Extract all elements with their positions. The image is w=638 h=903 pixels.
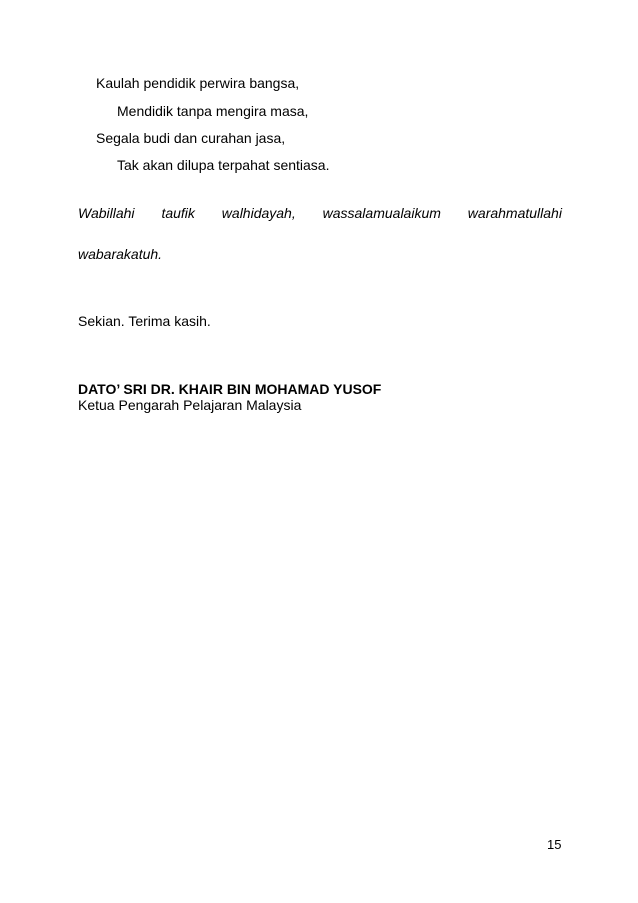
closing-word: wassalamualaikum [322,205,441,221]
poem-line-1: Kaulah pendidik perwira bangsa, [96,75,300,91]
closing-word: Wabillahi [78,205,135,221]
closing-greeting-line [78,205,562,221]
closing-word: taufik [161,205,195,221]
signatory-title: Ketua Pengarah Pelajaran Malaysia [78,397,302,413]
poem-line-2: Mendidik tanpa mengira masa, [117,103,309,119]
signatory-name: DATO’ SRI DR. KHAIR BIN MOHAMAD YUSOF [78,381,382,397]
closing-greeting-continuation: wabarakatuh. [78,246,163,262]
closing-word: warahmatullahi [467,205,562,221]
closing-word: walhidayah, [221,205,296,221]
poem-line-3: Segala budi dan curahan jasa, [96,130,286,146]
poem-line-4: Tak akan dilupa terpahat sentiasa. [117,157,330,173]
thanks-text: Sekian. Terima kasih. [78,313,211,329]
page-number: 15 [547,837,562,852]
